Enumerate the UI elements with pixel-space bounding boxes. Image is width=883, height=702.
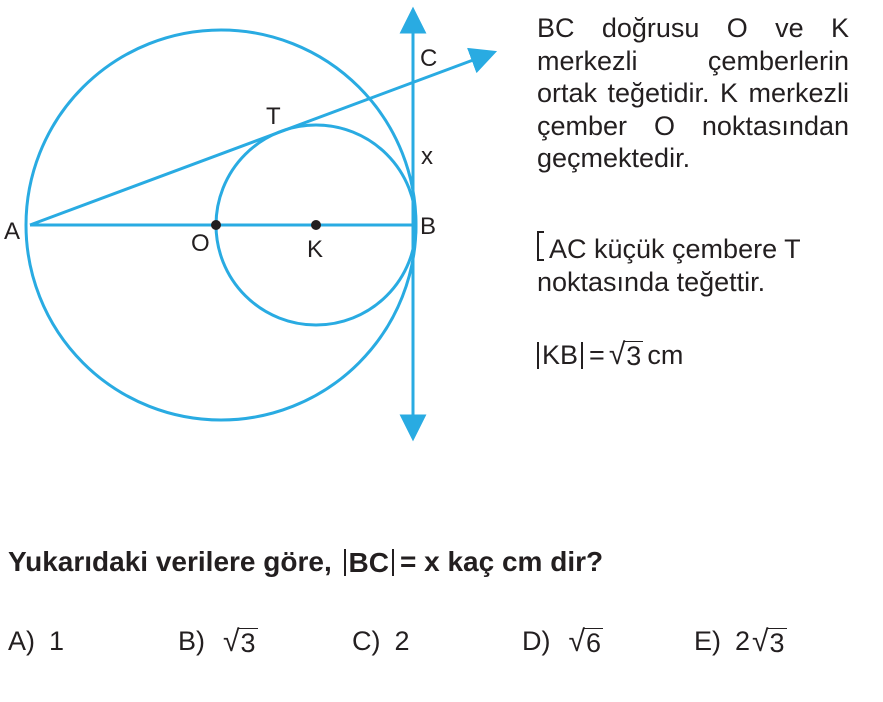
option-d-label: D) <box>522 626 551 656</box>
question-abs-bc: BC <box>344 549 394 576</box>
given-radicand: 3 <box>626 341 642 372</box>
label-x: x <box>421 143 433 170</box>
point-k <box>311 220 321 230</box>
option-a[interactable] <box>8 626 64 657</box>
option-b-sqrt: √ 3 <box>223 624 256 658</box>
point-o <box>211 220 221 230</box>
option-e-sqrt: √ 3 <box>752 624 785 658</box>
option-b-radicand: 3 <box>240 627 256 658</box>
option-e[interactable] <box>694 626 791 657</box>
option-a-label: A) <box>8 626 35 656</box>
option-e-radicand: 3 <box>769 627 785 658</box>
statement-paragraph-2-text: AC küçük çembere T noktasında teğettir. <box>537 234 801 297</box>
option-d[interactable] <box>522 626 607 657</box>
given-abs-kb: KB <box>537 342 583 369</box>
given-equals: = <box>589 340 605 370</box>
question-suffix: = x kaç cm dir? <box>399 546 604 577</box>
option-a-value: 1 <box>49 626 65 656</box>
geometry-figure <box>0 0 520 450</box>
option-b[interactable] <box>178 626 262 657</box>
statement-paragraph-1: BC doğrusu O ve K merkezli çemberlerin ortak teğetidir. K merkezli çember O noktasından geçmektedir. <box>537 13 849 173</box>
label-k: K <box>307 236 324 263</box>
option-c-label: C) <box>352 626 381 656</box>
option-c-value: 2 <box>394 626 410 656</box>
question-text <box>8 546 603 578</box>
given-equation <box>537 339 683 372</box>
option-d-sqrt: √ 6 <box>568 624 601 658</box>
line-ac <box>30 53 492 225</box>
given-sqrt: √ 3 <box>608 338 642 372</box>
statement-paragraph-2 <box>537 231 857 298</box>
option-c[interactable] <box>352 626 410 657</box>
option-b-label: B) <box>178 626 205 656</box>
given-unit: cm <box>647 340 684 370</box>
ray-bracket-symbol <box>537 231 544 261</box>
option-e-coef: 2 <box>735 626 751 656</box>
label-b: B <box>420 213 437 240</box>
label-a: A <box>4 218 21 245</box>
label-o: O <box>191 230 210 257</box>
option-e-label: E) <box>694 626 721 656</box>
question-prefix: Yukarıdaki verilere göre, <box>8 546 332 577</box>
option-d-radicand: 6 <box>585 627 601 658</box>
label-t: T <box>266 103 281 130</box>
label-c: C <box>420 45 438 72</box>
